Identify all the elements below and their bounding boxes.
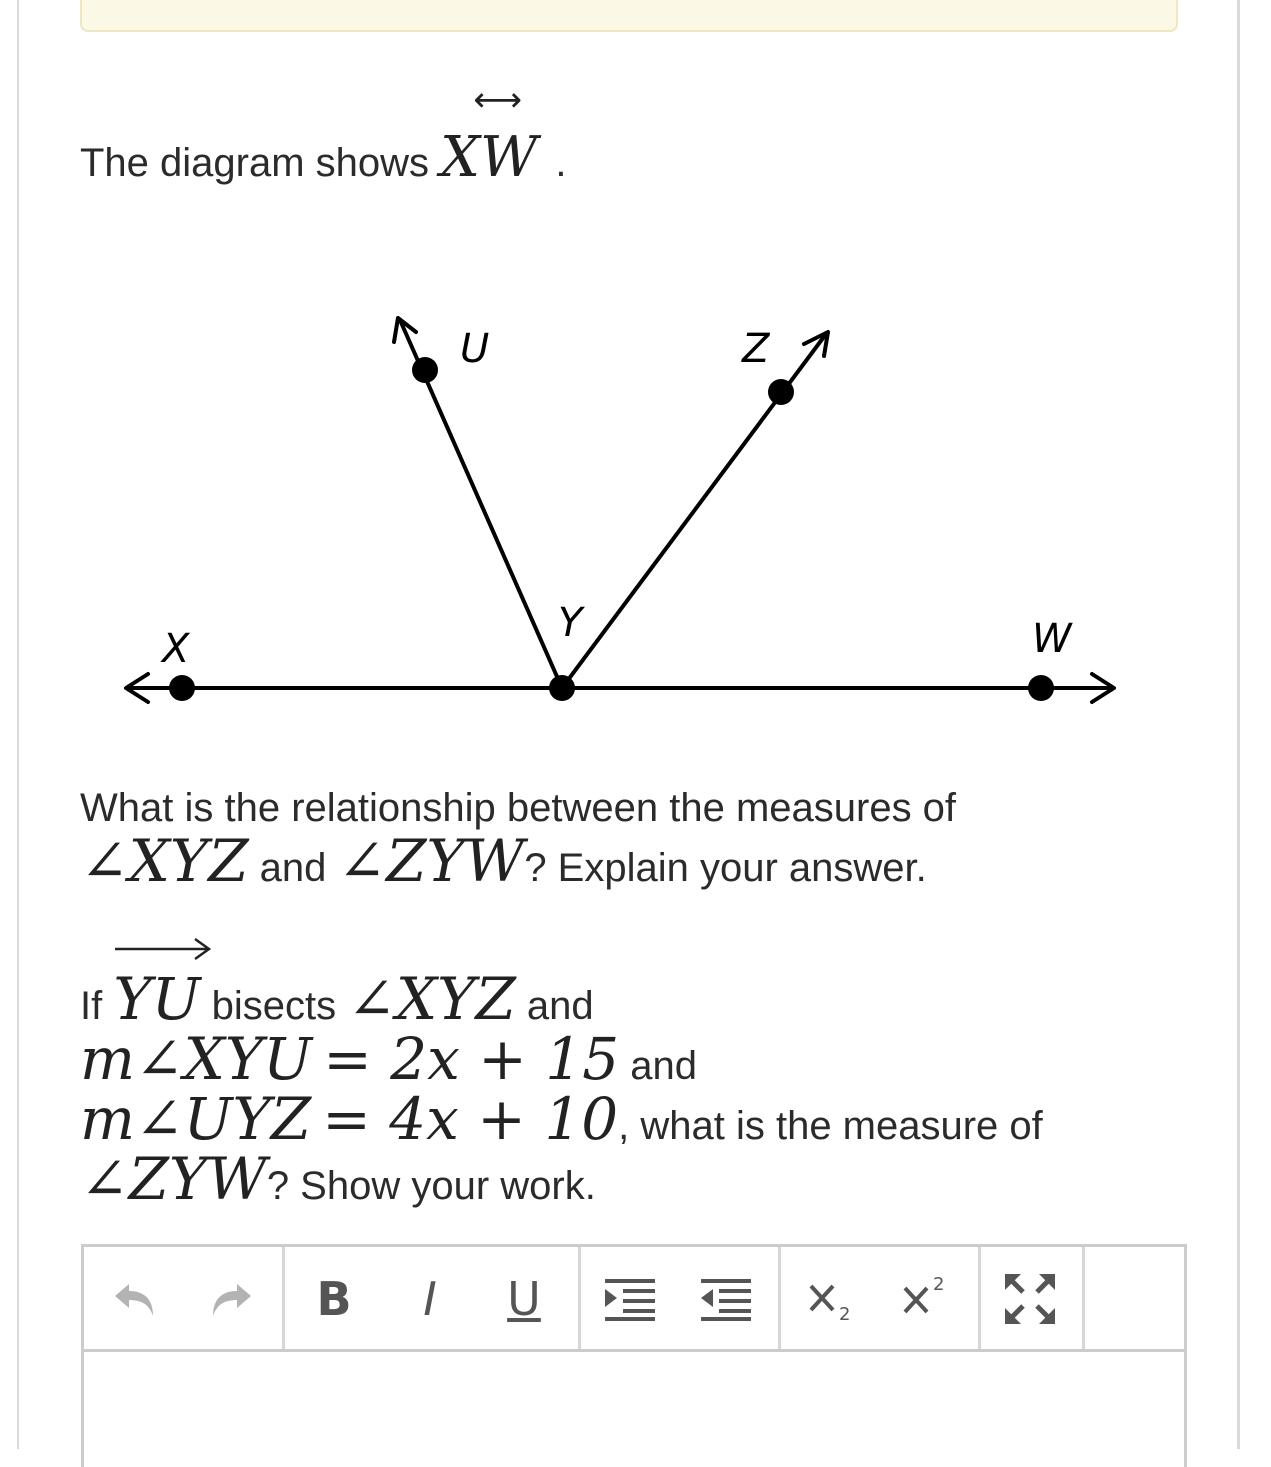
redo-button[interactable] [202, 1269, 262, 1329]
q2-and1: and [526, 984, 594, 1028]
eq1-rhs: = 2x + 15 [323, 1025, 620, 1093]
label-y: Y [558, 600, 583, 646]
notice-box [80, 0, 1178, 32]
undo-button[interactable] [104, 1269, 164, 1329]
intro-period: . [555, 141, 567, 185]
fullscreen-icon [1005, 1274, 1055, 1324]
q2-bisects: bisects [211, 984, 337, 1028]
eq1-lhs: m∠XYU [80, 1025, 313, 1093]
angle-zyw-math-2: ∠ZYW [80, 1145, 267, 1213]
question2-line4 [80, 1145, 596, 1213]
svg-text:2: 2 [933, 1274, 945, 1295]
italic-icon: I [423, 1272, 437, 1326]
redo-icon [209, 1276, 255, 1322]
q2-tail3: ? Show your work. [266, 1164, 596, 1208]
outdent-button[interactable] [696, 1269, 756, 1329]
answer-editor [81, 1244, 1187, 1467]
label-w: W [1032, 616, 1072, 662]
label-x: X [162, 626, 190, 672]
superscript-button[interactable] [896, 1269, 956, 1329]
question1-line2 [80, 827, 927, 895]
point-y [549, 675, 575, 701]
question2-line3 [80, 1085, 1043, 1153]
right-arrow-icon [113, 934, 213, 964]
card-border-right [1237, 0, 1240, 1449]
superscript-icon [901, 1274, 951, 1324]
point-w [1028, 675, 1054, 701]
underline-icon: U [507, 1272, 541, 1326]
editor-toolbar [84, 1247, 1184, 1352]
undo-icon [111, 1276, 157, 1322]
subscript-icon [807, 1274, 857, 1324]
q1-tail: ? Explain your answer. [524, 846, 927, 890]
indent-button[interactable] [600, 1269, 660, 1329]
svg-text:2: 2 [839, 1304, 851, 1324]
label-z: Z [742, 326, 770, 372]
point-z [768, 379, 794, 405]
intro-text: The diagram shows [80, 141, 430, 185]
double-arrow-icon: ⟷ [473, 80, 523, 120]
question2-line2 [80, 1025, 697, 1093]
outdent-icon [701, 1277, 751, 1321]
ray-yu-math: YU [113, 970, 200, 1028]
underline-button[interactable] [494, 1269, 554, 1329]
angle-diagram [110, 300, 1140, 720]
subscript-button[interactable] [802, 1269, 862, 1329]
intro-line [80, 80, 567, 190]
format-group [282, 1247, 581, 1349]
point-u [412, 357, 438, 383]
arrowhead-z [804, 332, 828, 356]
fullscreen-button[interactable] [1000, 1269, 1060, 1329]
line-xw-math: ⟷ XW [440, 125, 555, 190]
question1-line1: What is the relationship between the measures of [80, 786, 957, 830]
q1-connector: and [259, 846, 327, 890]
label-u: U [460, 326, 490, 372]
view-group [978, 1247, 1085, 1349]
history-group [84, 1247, 285, 1349]
question2-line1 [80, 965, 594, 1033]
angle-zyw-math: ∠ZYW [337, 827, 525, 895]
q2-if: If [80, 984, 103, 1028]
point-x [169, 675, 195, 701]
angle-xyz-math-2: ∠XYZ [347, 965, 516, 1033]
indent-group [578, 1247, 781, 1349]
bold-button[interactable] [304, 1269, 364, 1329]
q2-tail2: , what is the measure of [618, 1104, 1043, 1148]
eq2-lhs: m∠UYZ [80, 1085, 312, 1153]
editor-content-area[interactable] [84, 1352, 1184, 1467]
bold-icon: B [316, 1272, 352, 1326]
angle-xyz-math: ∠XYZ [80, 827, 249, 895]
indent-icon [605, 1277, 655, 1321]
eq2-rhs: = 4x + 10 [322, 1085, 619, 1153]
card-border-left [17, 0, 19, 1449]
q2-and2: and [630, 1044, 697, 1088]
script-group [778, 1247, 981, 1349]
italic-button[interactable] [400, 1269, 460, 1329]
